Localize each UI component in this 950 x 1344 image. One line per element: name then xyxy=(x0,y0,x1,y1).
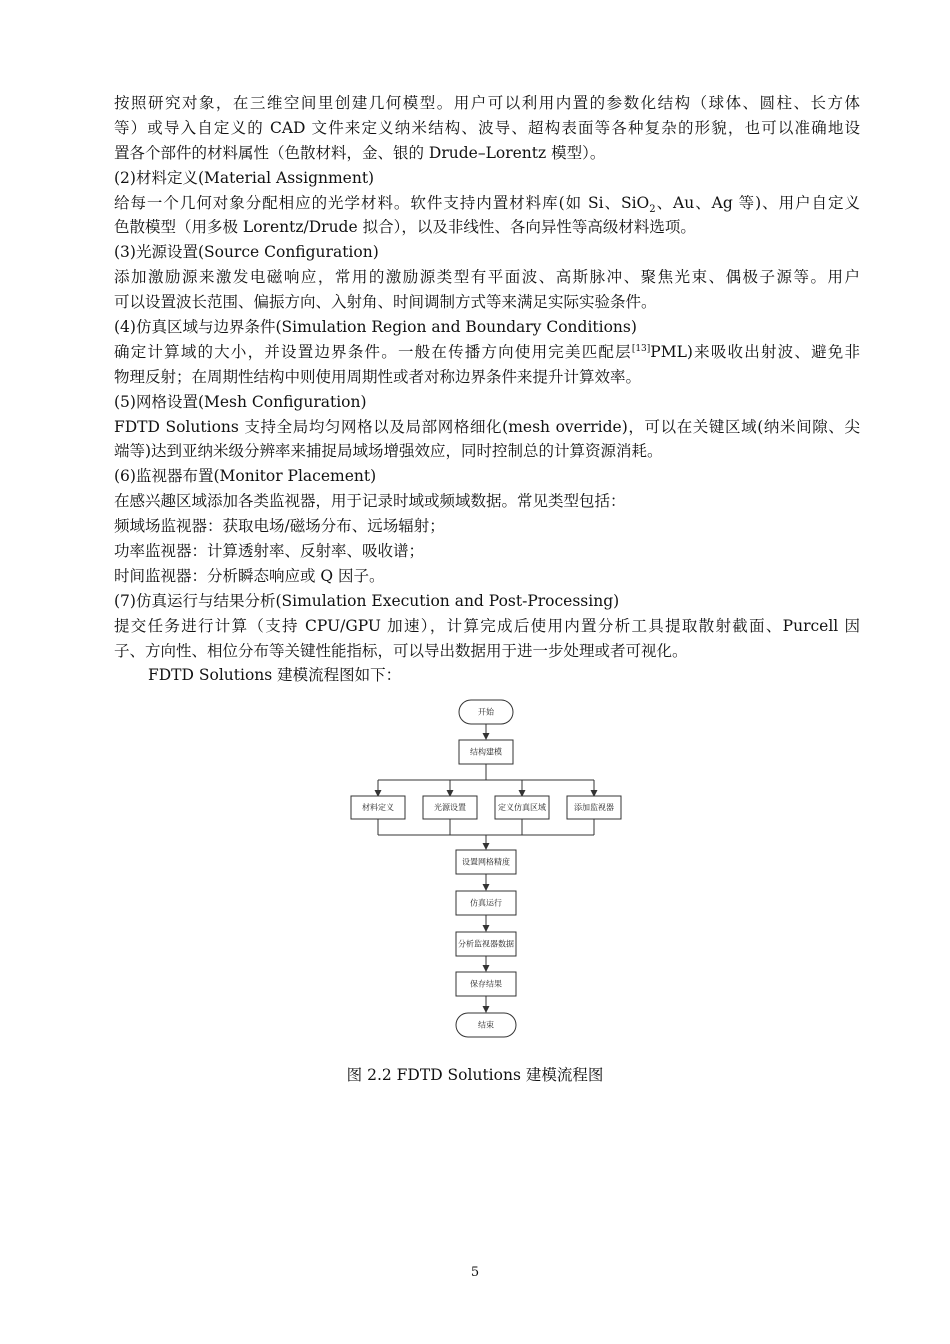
paragraph-line: 端等)达到亚纳米级分辨率来捕捉局域场增强效应，同时控制总的计算资源消耗。 xyxy=(114,442,663,461)
node-label-analyze: 分析监视器数据 xyxy=(458,939,514,949)
subscript: 2 xyxy=(649,203,656,215)
node-label-mesh: 设置网格精度 xyxy=(462,857,510,867)
node-label-monitor: 添加监视器 xyxy=(574,803,614,812)
flowchart-svg xyxy=(340,692,640,1044)
paragraph-line xyxy=(114,340,860,365)
node-label-region: 定义仿真区域 xyxy=(498,803,546,812)
node-label-start: 开始 xyxy=(478,707,494,717)
citation-superscript: [13] xyxy=(631,343,651,354)
text-span: 、Au、Ag 等)、用户自定义 xyxy=(655,193,860,212)
text-span: 给每一个几何对象分配相应的光学材料。软件支持内置材料库(如 Si、SiO xyxy=(114,193,650,212)
node-label-save: 保存结果 xyxy=(470,979,502,989)
section-heading-region: (4)仿真区域与边界条件(Simulation Region and Boundary Conditions) xyxy=(114,318,637,337)
figure-intro: FDTD Solutions 建模流程图如下： xyxy=(148,666,402,685)
node-label-source: 光源设置 xyxy=(434,803,466,812)
section-heading-monitor: (6)监视器布置(Monitor Placement) xyxy=(114,467,377,486)
node-label-end: 结束 xyxy=(478,1020,494,1030)
paragraph-line: 物理反射；在周期性结构中则使用周期性或者对称边界条件来提升计算效率。 xyxy=(114,367,642,386)
paragraph-line: 等）或导入自定义的 CAD 文件来定义纳米结构、波导、超构表面等各种复杂的形貌，也可以准确地设 xyxy=(114,118,860,137)
paragraph-line: 功率监视器：计算透射率、反射率、吸收谱； xyxy=(114,542,425,561)
text-span: PML)来吸收出射波、避免非 xyxy=(650,342,860,361)
paragraph-line: 添加激励源来激发电磁响应，常用的激励源类型有平面波、高斯脉冲、聚焦光束、偶极子源等。用户 xyxy=(114,268,860,287)
flowchart-figure xyxy=(340,692,640,1044)
section-heading-execution: (7)仿真运行与结果分析(Simulation Execution and Post-Processing) xyxy=(114,591,620,610)
paragraph-line: 频域场监视器：获取电场/磁场分布、远场辐射； xyxy=(114,517,445,536)
section-heading-material: (2)材料定义(Material Assignment) xyxy=(114,168,375,187)
node-label-material: 材料定义 xyxy=(362,803,394,812)
paragraph-line: 可以设置波长范围、偏振方向、入射角、时间调制方式等来满足实际实验条件。 xyxy=(114,293,657,312)
section-heading-mesh: (5)网格设置(Mesh Configuration) xyxy=(114,392,367,411)
paragraph-line: 在感兴趣区域添加各类监视器，用于记录时域或频域数据。常见类型包括： xyxy=(114,492,626,511)
paragraph-line: 按照研究对象，在三维空间里创建几何模型。用户可以利用内置的参数化结构（球体、圆柱、长方体 xyxy=(114,94,860,112)
node-label-run: 仿真运行 xyxy=(470,898,502,908)
node-label-model: 结构建模 xyxy=(470,747,502,757)
paragraph-line xyxy=(114,191,860,216)
section-heading-source: (3)光源设置(Source Configuration) xyxy=(114,243,379,262)
paragraph-line: 置各个部件的材料属性（色散材料，金、银的 Drude–Lorentz 模型）。 xyxy=(114,143,606,162)
paragraph-line: 时间监视器：分析瞬态响应或 Q 因子。 xyxy=(114,566,385,585)
paragraph-line: FDTD Solutions 支持全局均匀网格以及局部网格细化(mesh override)，可以在关键区域(纳米间隙、尖 xyxy=(114,417,860,436)
paragraph-line: 子、方向性、相位分布等关键性能指标，可以导出数据用于进一步处理或者可视化。 xyxy=(114,641,688,660)
paragraph-line: 色散模型（用多极 Lorentz/Drude 拟合），以及非线性、各向异性等高级材料选项。 xyxy=(114,218,696,237)
paragraph-line: 提交任务进行计算（支持 CPU/GPU 加速），计算完成后使用内置分析工具提取散射截面、Purcell 因 xyxy=(114,616,860,635)
page-number: 5 xyxy=(470,1265,480,1280)
text-span: 确定计算域的大小，并设置边界条件。一般在传播方向使用完美匹配层 xyxy=(114,342,632,361)
body-text xyxy=(114,91,860,688)
figure-caption: 图 2.2 FDTD Solutions 建模流程图 xyxy=(346,1066,604,1084)
